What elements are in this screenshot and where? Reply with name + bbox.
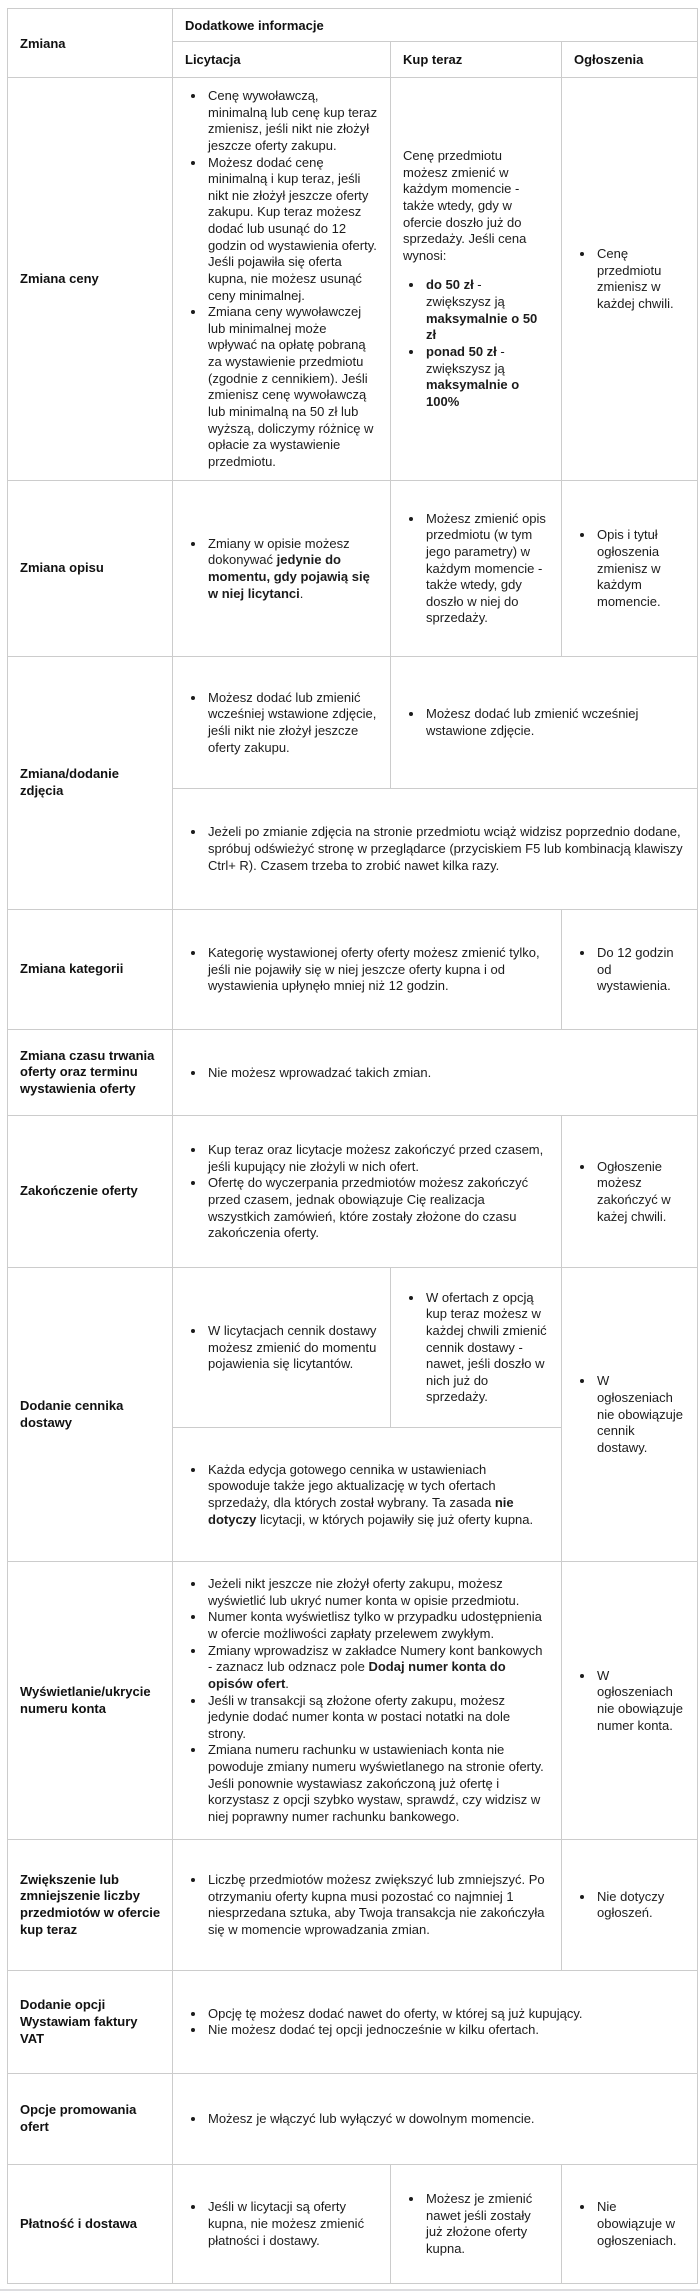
row-header: Zmiana czasu trwania oferty oraz terminu wystawienia oferty: [8, 1030, 173, 1116]
table-row: [8, 78, 698, 481]
cell-licytacja: • Możesz dodać lub zmienić wcześniej wstawione zdjęcie, jeśli nikt nie złożył jeszcze oferty zakupu.: [173, 657, 391, 789]
table-row: [8, 1030, 698, 1116]
table-row: [8, 1562, 698, 1840]
row-header: Dodanie cennika dostawy: [8, 1268, 173, 1562]
table-row: [8, 1268, 698, 1428]
cell-kup-teraz: • Możesz zmienić opis przedmiotu (w tym jego parametry) w każdym momencie - także wtedy, gdy doszło w niej do sprzedaży.: [391, 481, 562, 657]
table-row: [8, 481, 698, 657]
offer-changes-table: [7, 8, 698, 2284]
cell-kup-teraz: Cenę przedmiotu możesz zmienić w każdym momencie - także wtedy, gdy w ofercie doszło już do sprzedaży. Jeśli cena wynosi: • do 50 zł - zwiększysz ją maksymalnie o 50 zł • ponad 50 zł - zwiększysz ją maksymalnie o 100%: [391, 78, 562, 481]
row-header: Zmiana ceny: [8, 78, 173, 481]
table-row: [8, 1116, 698, 1268]
row-header: Zwiększenie lub zmniejszenie liczby przedmiotów w ofercie kup teraz: [8, 1840, 173, 1971]
cell-licytacja-kup-teraz: • Liczbę przedmiotów możesz zwiększyć lub zmniejszyć. Po otrzymaniu oferty kupna musi pozostać co najmniej 1 niesprzedana sztuka, aby Twoja transakcja nie zakończyła się w momencie wprowadzania zmian.: [173, 1840, 562, 1971]
row-header: Płatność i dostawa: [8, 2165, 173, 2284]
cell-licytacja: • W licytacjach cennik dostawy możesz zmienić do momentu pojawienia się licytantów.: [173, 1268, 391, 1428]
column-header-licytacja: Licytacja: [173, 42, 391, 78]
cell-all-columns: • Nie możesz wprowadzać takich zmian.: [173, 1030, 698, 1116]
page: [0, 8, 700, 2291]
row-header: Opcje promowania ofert: [8, 2074, 173, 2165]
row-header: Zmiana kategorii: [8, 910, 173, 1030]
cell-ogloszenia: • Ogłoszenie możesz zakończyć w każej chwili.: [562, 1116, 698, 1268]
table-row: [8, 2165, 698, 2284]
cell-kup-teraz: • Możesz je zmienić nawet jeśli zostały już złożone oferty kupna.: [391, 2165, 562, 2284]
column-header-kup-teraz: Kup teraz: [391, 42, 562, 78]
table-row: [8, 1971, 698, 2074]
cell-all-columns: • Możesz je włączyć lub wyłączyć w dowolnym momencie.: [173, 2074, 698, 2165]
row-header: Zakończenie oferty: [8, 1116, 173, 1268]
cell-licytacja-kup-teraz: • Każda edycja gotowego cennika w ustawieniach spowoduje także jego aktualizację w tych ofertach sprzedaży, dla których został wybrany. Ta zasada nie dotyczy licytacji, w których pojawiły się już oferty kupna.: [173, 1428, 562, 1562]
cell-ogloszenia: • Nie obowiązuje w ogłoszeniach.: [562, 2165, 698, 2284]
cell-ogloszenia: • Opis i tytuł ogłoszenia zmienisz w każdym momencie.: [562, 481, 698, 657]
cell-licytacja-kup-teraz: • Kategorię wystawionej oferty oferty możesz zmienić tylko, jeśli nie pojawiły się w niej jeszcze oferty kupna i od wystawienia upłynęło mniej niż 12 godzin.: [173, 910, 562, 1030]
cell-licytacja: • Jeśli w licytacji są oferty kupna, nie możesz zmienić płatności i dostawy.: [173, 2165, 391, 2284]
cell-licytacja-kup-teraz: • Jeżeli nikt jeszcze nie złożył oferty zakupu, możesz wyświetlić lub ukryć numer konta w opisie przedmiotu. • Numer konta wyświetlisz tylko w przypadku udostępnienia w ofercie możliwości zapłaty przelewem zwykłym. • Zmiany wprowadzisz w zakładce Numery kont bankowych - zaznacz lub odznacz pole Dodaj numer konta do opisów ofert. • Jeśli w transakcji są złożone oferty zakupu, możesz jedynie dodać numer konta w postaci notatki na dole strony. • Zmiana numeru rachunku w ustawieniach konta nie powoduje zmiany numeru wyświetlanego na stronie oferty. Jeśli ponownie wystawiasz zakończoną już ofertę i korzystasz z opcji szybko wystaw, sprawdź, czy widzisz w niej poprawny numer rachunku bankowego.: [173, 1562, 562, 1840]
column-header-dodatkowe-informacje: Dodatkowe informacje: [173, 9, 698, 42]
table-row: [8, 2074, 698, 2165]
table-row: [8, 657, 698, 789]
cell-licytacja: • Cenę wywoławczą, minimalną lub cenę kup teraz zmienisz, jeśli nikt nie złożył jeszcze oferty zakupu. • Możesz dodać cenę minimalną i kup teraz, jeśli nikt nie złożył jeszcze oferty zakupu. Kup teraz możesz dodać lub usunąć do 12 godzin od wystawienia oferty. Jeśli pojawiła się oferta kupna, nie możesz usunąć ceny minimalnej. • Zmiana ceny wywoławczej lub minimalnej może wpływać na opłatę pobraną za wystawienie przedmiotu (zgodnie z cennikiem). Jeśli zmienisz cenę wywoławczą lub minimalną na 50 zł lub wyższą, doliczymy różnicę w opłacie za wystawienie przedmiotu.: [173, 78, 391, 481]
cell-kup-teraz: • W ofertach z opcją kup teraz możesz w każdej chwili zmienić cennik dostawy - nawet, jeśli doszło w nich już do sprzedaży.: [391, 1268, 562, 1428]
cell-all-columns: • Opcję tę możesz dodać nawet do oferty, w której są już kupujący. • Nie możesz dodać tej opcji jednocześnie w kilku ofertach.: [173, 1971, 698, 2074]
row-header: Dodanie opcji Wystawiam faktury VAT: [8, 1971, 173, 2074]
cell-ogloszenia: • W ogłoszeniach nie obowiązuje cennik dostawy.: [562, 1268, 698, 1562]
table-row: [8, 910, 698, 1030]
row-header: Zmiana opisu: [8, 481, 173, 657]
cell-kup-teraz-ogloszenia: • Możesz dodać lub zmienić wcześniej wstawione zdjęcie.: [391, 657, 698, 789]
column-header-zmiana: Zmiana: [8, 9, 173, 78]
column-header-ogloszenia: Ogłoszenia: [562, 42, 698, 78]
cell-licytacja-kup-teraz: • Kup teraz oraz licytacje możesz zakończyć przed czasem, jeśli kupujący nie złożyli w nich ofert. • Ofertę do wyczerpania przedmiotów możesz zakończyć przed czasem, jednak obowiązuje Cię realizacja wszystkich zamówień, które zostały złożone do czasu zakończenia oferty.: [173, 1116, 562, 1268]
cell-licytacja: • Zmiany w opisie możesz dokonywać jedynie do momentu, gdy pojawią się w niej licytanci.: [173, 481, 391, 657]
cell-ogloszenia: • Do 12 godzin od wystawienia.: [562, 910, 698, 1030]
cell-ogloszenia: • W ogłoszeniach nie obowiązuje numer konta.: [562, 1562, 698, 1840]
table-row: [8, 1840, 698, 1971]
row-header: Wyświetlanie/ukrycie numeru konta: [8, 1562, 173, 1840]
row-header: Zmiana/dodanie zdjęcia: [8, 657, 173, 910]
cell-ogloszenia: • Cenę przedmiotu zmienisz w każdej chwili.: [562, 78, 698, 481]
cell-ogloszenia: • Nie dotyczy ogłoszeń.: [562, 1840, 698, 1971]
cell-all-columns: • Jeżeli po zmianie zdjęcia na stronie przedmiotu wciąż widzisz poprzednio dodane, spróbuj odświeżyć stronę w przeglądarce (przyciskiem F5 lub kombinacją klawiszy Ctrl+ R). Czasem trzeba to zrobić nawet kilka razy.: [173, 789, 698, 910]
